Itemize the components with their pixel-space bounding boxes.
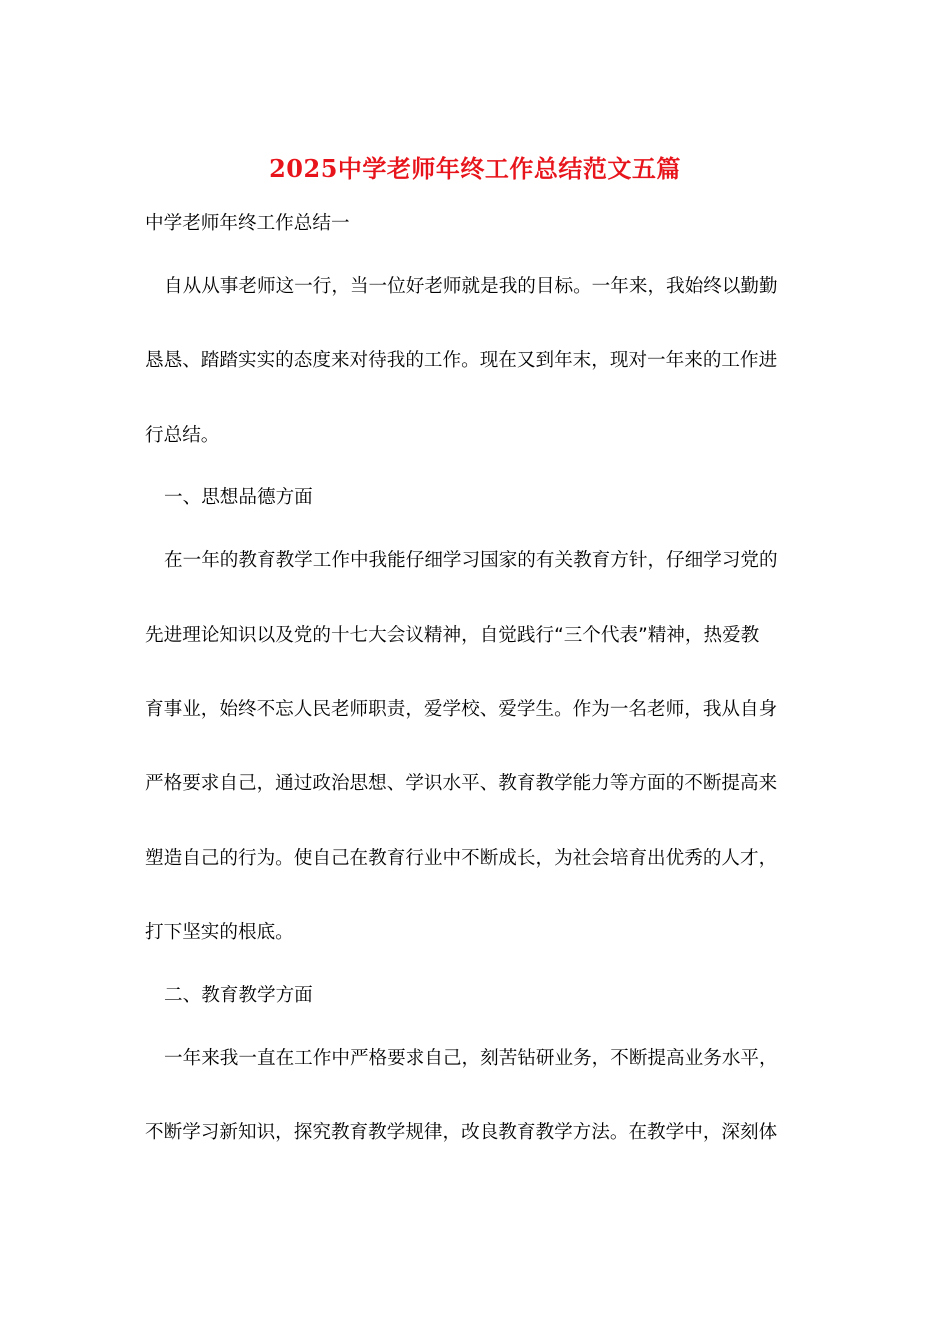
paragraph-line: 恳恳、踏踏实实的态度来对待我的工作。现在又到年末，现对一年来的工作进 <box>145 350 778 371</box>
paragraph-line: 不断学习新知识，探究教育教学规律，改良教育教学方法。在教学中，深刻体 <box>145 1122 778 1143</box>
paragraph-line: 先进理论知识以及党的十七大会议精神，自觉践行“三个代表”精神，热爱教 <box>145 625 760 646</box>
paragraph-line: 育事业，始终不忘人民老师职责，爱学校、爱学生。作为一名老师，我从自身 <box>145 699 778 720</box>
paragraph-line: 一年来我一直在工作中严格要求自己，刻苦钻研业务，不断提高业务水平， <box>164 1048 778 1069</box>
document-title: 2025中学老师年终工作总结范文五篇 <box>269 154 681 183</box>
subsection-heading: 一、思想品德方面 <box>164 487 313 508</box>
subsection-heading: 二、教育教学方面 <box>164 985 313 1006</box>
section-heading: 中学老师年终工作总结一 <box>145 213 350 234</box>
paragraph-line: 打下坚实的根底。 <box>145 922 294 943</box>
paragraph-line: 在一年的教育教学工作中我能仔细学习国家的有关教育方针，仔细学习党的 <box>164 550 778 571</box>
paragraph-line: 塑造自己的行为。使自己在教育行业中不断成长，为社会培育出优秀的人才， <box>145 848 778 869</box>
paragraph-line: 行总结。 <box>145 425 220 446</box>
paragraph-line: 自从从事老师这一行，当一位好老师就是我的目标。一年来，我始终以勤勤 <box>164 276 778 297</box>
paragraph-line: 严格要求自己，通过政治思想、学识水平、教育教学能力等方面的不断提高来 <box>145 773 778 794</box>
